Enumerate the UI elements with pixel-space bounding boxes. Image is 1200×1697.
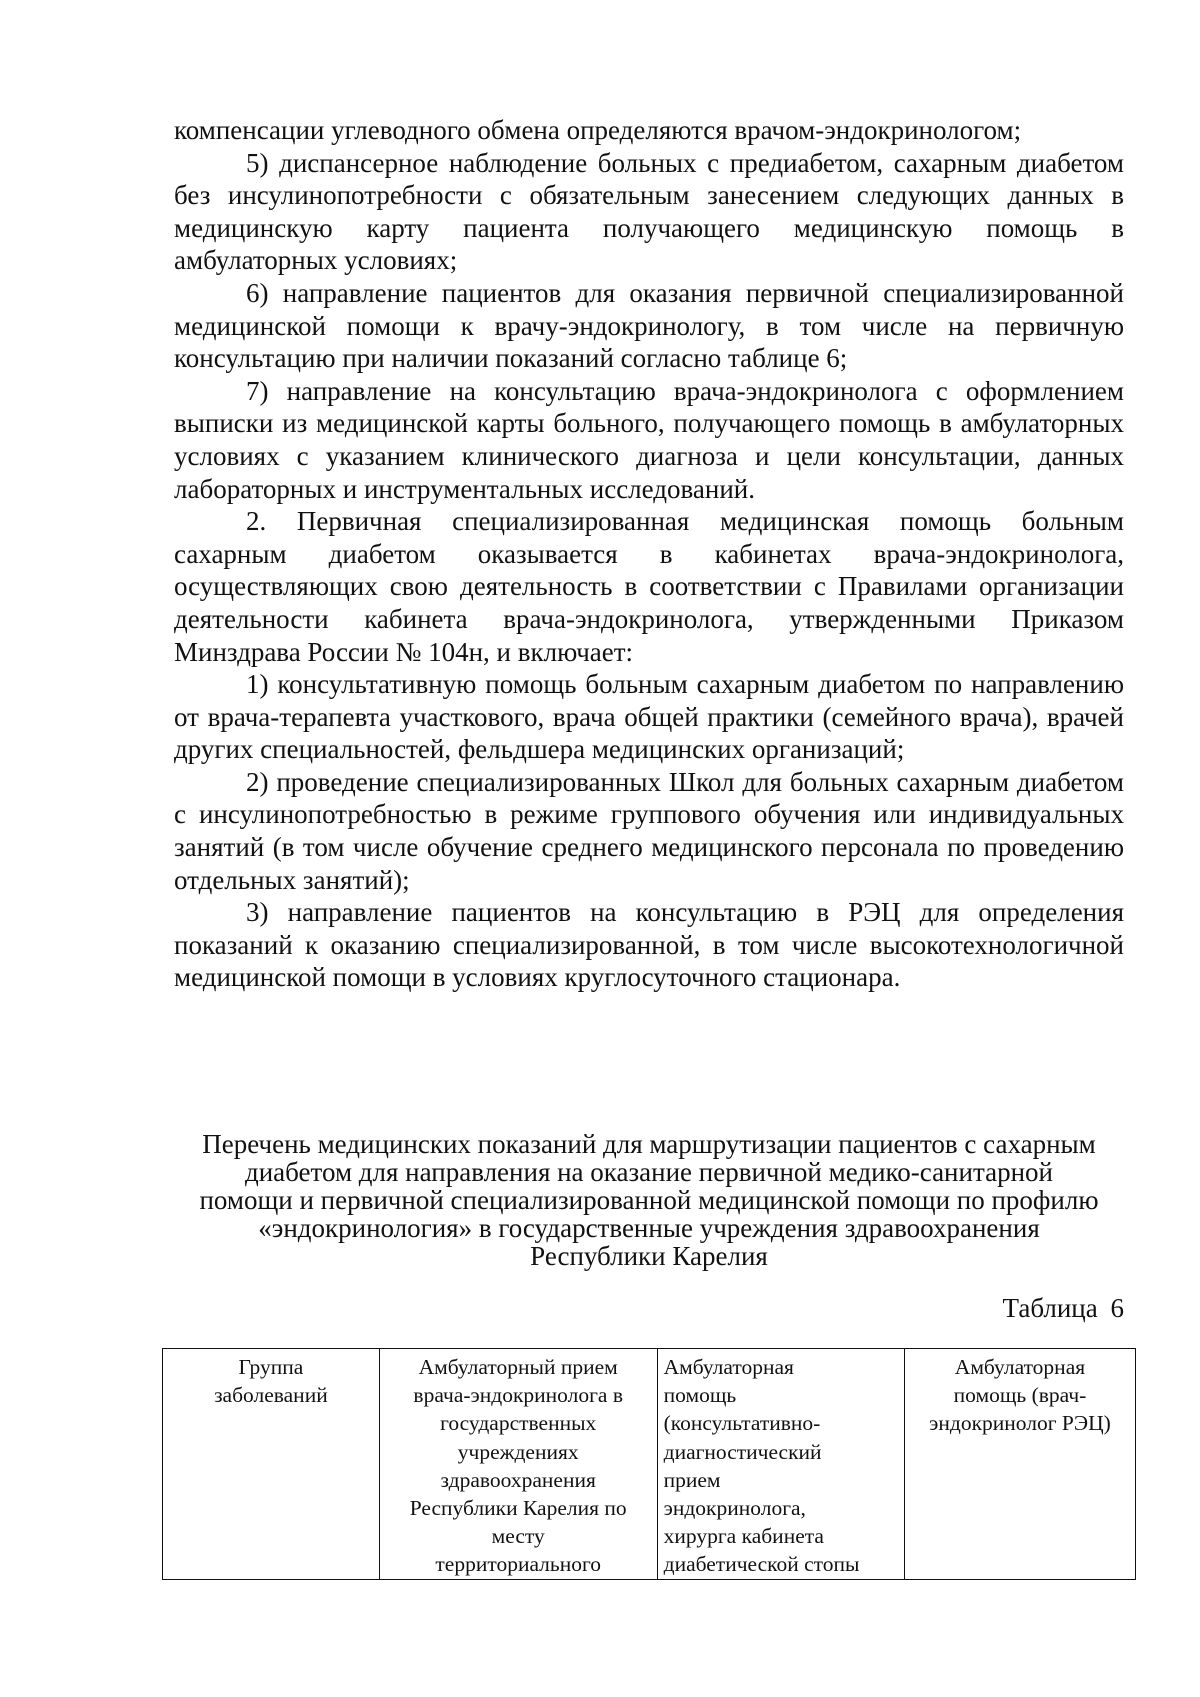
paragraph-6: 1) консультативную помощь больным сахарным диабетом по направлению от врача-терапевта участкового, врача общей практики (семейного врача), врачей других специальностей, фельдшера медицинских организаций;: [174, 669, 1124, 765]
table-header-cell: [904, 1349, 1135, 1580]
heading-line: диабетом для направления на оказание первичной медико-санитарной: [245, 1157, 1053, 1187]
table-header-cell: [657, 1349, 904, 1580]
header-disease-group: Группа заболеваний: [214, 1355, 328, 1408]
header-outpatient-consultative: Амбулаторная помощь (консультативно- диагностический прием эндокринолога, хирурга кабинета диабетической стопы: [663, 1355, 860, 1577]
table-label: Таблица 6: [1002, 1293, 1124, 1323]
header-outpatient-rec: Амбулаторная помощь (врач- эндокринолог РЭЦ): [929, 1355, 1111, 1436]
table-header-row: [163, 1349, 1136, 1580]
routing-table: [162, 1348, 1136, 1580]
table-header-cell: [379, 1349, 657, 1580]
paragraph-5: 2. Первичная специализированная медицинская помощь больным сахарным диабетом оказывается в кабинетах врача-эндокринолога, осуществляющих свою деятельность в соответствии с Правилами организации деятельности кабинета врача-эндокринолога, утвержденными Приказом Минздрава России № 104н, и включает:: [174, 506, 1124, 667]
heading-line: «эндокринология» в государственные учреждения здравоохранения: [258, 1213, 1040, 1243]
section-heading: [174, 1130, 1124, 1270]
paragraph-3: 6) направление пациентов для оказания первичной специализированной медицинской помощи к врачу-эндокринологу, в том числе на первичную консультацию при наличии показаний согласно таблице 6;: [174, 277, 1124, 374]
header-outpatient-endocrinologist: Амбулаторный прием врача-эндокринолога в государственных учреждениях здравоохранения Республики Карелия по месту территориального: [409, 1355, 627, 1577]
paragraph-4: 7) направление на консультацию врача-эндокринолога с оформлением выписки из медицинской карты больного, получающего помощь в амбулаторных условиях с указанием клинического диагноза и цели консультации, данных лабораторных и инструментальных исследований.: [174, 375, 1124, 504]
paragraph-1: компенсации углеводного обмена определяются врачом-эндокринологом;: [174, 115, 1022, 145]
paragraph-7: 2) проведение специализированных Школ для больных сахарным диабетом с инсулинопотребностью в режиме группового обучения или индивидуальных занятий (в том числе обучение среднего медицинского персонала по проведению отдельных занятий);: [174, 766, 1124, 895]
heading-line: Перечень медицинских показаний для маршрутизации пациентов с сахарным: [202, 1129, 1096, 1159]
body-text: [174, 114, 1124, 994]
heading-line: помощи и первичной специализированной медицинской помощи по профилю: [199, 1185, 1099, 1215]
heading-line: Республики Карелия: [530, 1241, 768, 1271]
table-header-cell: [163, 1349, 380, 1580]
paragraph-2: 5) диспансерное наблюдение больных с предиабетом, сахарным диабетом без инсулинопотребности с обязательным занесением следующих данных в медицинскую карту пациента получающего медицинскую помощь в амбулаторных условиях;: [174, 147, 1124, 276]
paragraph-8: 3) направление пациентов на консультацию в РЭЦ для определения показаний к оказанию специализированной, в том числе высокотехнологичной медицинской помощи в условиях круглосуточного стационара.: [174, 897, 1124, 993]
